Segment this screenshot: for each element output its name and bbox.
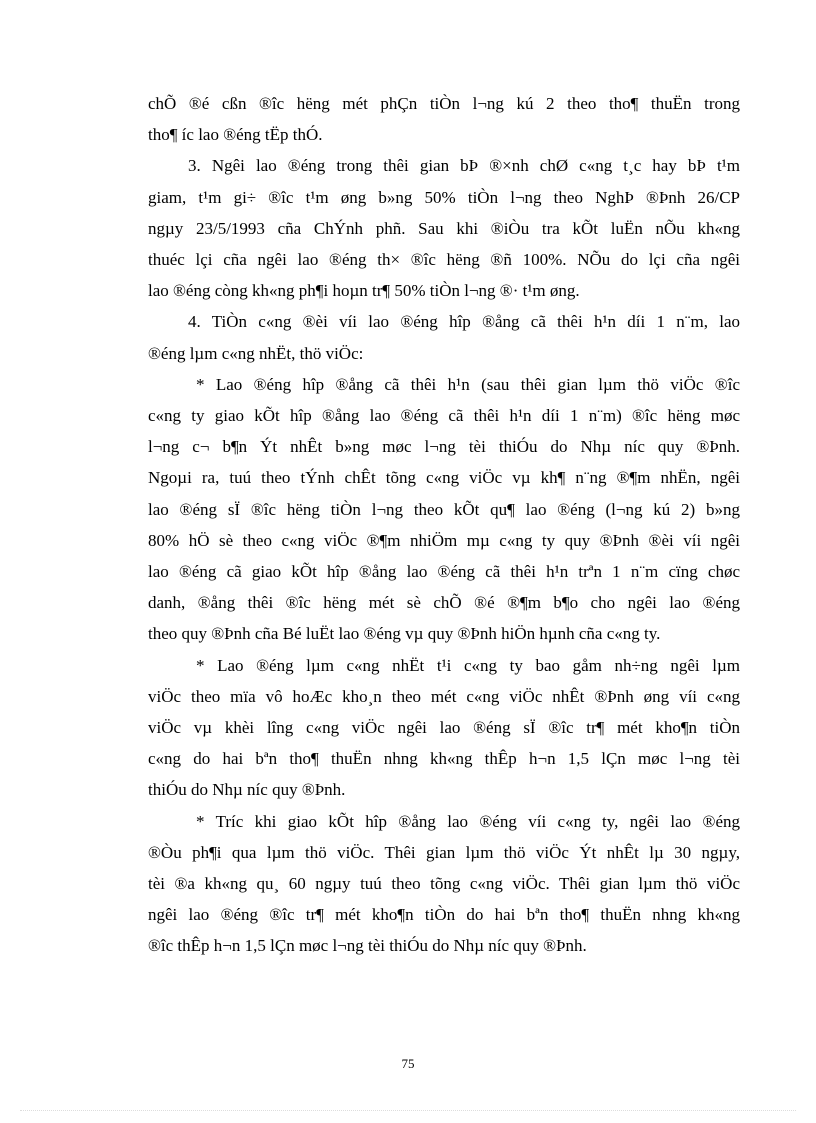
text-line: chÕ ®é cßn ®îc hëng mét phÇn tiÒn l¬ng kú 2 theo tho¶ thuËn trong <box>148 94 740 113</box>
text-line: ®îc thÊp h¬n 1,5 lÇn møc l¬ng tèi thiÓu do Nhµ níc quy ®Þnh. <box>148 936 587 956</box>
text-line: * Tríc khi giao kÕt hîp ®ång lao ®éng víi c«ng ty, ngêi lao ®éng <box>196 811 740 831</box>
text-line: c«ng ty giao kÕt hîp ®ång lao ®éng cã thêi h¹n díi 1 n¨m) ®îc hëng møc <box>148 406 740 426</box>
paragraph-bullet-probation <box>148 806 740 962</box>
text-line: Ngoµi ra, tuú theo tÝnh chÊt tõng c«ng viÖc vµ kh¶ n¨ng ®¶m nhËn, ngêi <box>148 468 740 488</box>
text-line: tèi ®a kh«ng qu¸ 60 ngµy tuú theo tõng c«ng viÖc. Thêi gian lµm thö viÖc <box>148 874 740 894</box>
text-line: viÖc theo mïa vô hoÆc kho¸n theo mét c«ng viÖc nhÊt ®Þnh øng víi c«ng <box>148 686 740 706</box>
text-line: lao ®éng cã giao kÕt hîp ®ång lao ®éng cã thêi h¹n trªn 1 n¨m cïng chøc <box>148 562 740 582</box>
text-line: lao ®éng sÏ ®îc hëng tiÒn l¬ng theo kÕt qu¶ lao ®éng (l¬ng kú 2) b»ng <box>148 499 740 519</box>
text-line: c«ng do hai bªn tho¶ thuËn nhng kh«ng thÊp h¬n 1,5 lÇn møc l¬ng tèi <box>148 749 740 769</box>
text-line: thiÓu do Nhµ níc quy ®Þnh. <box>148 780 346 800</box>
paragraph-item-3 <box>148 150 740 306</box>
text-line: tho¶ íc lao ®éng tËp thÓ. <box>148 125 323 145</box>
text-line: ngµy 23/5/1993 cña ChÝnh phñ. Sau khi ®iÒu tra kÕt luËn nÕu kh«ng <box>148 218 740 238</box>
page-bottom-divider <box>20 1110 796 1111</box>
text-line: * Lao ®éng hîp ®ång cã thêi h¹n (sau thêi gian lµm thö viÖc ®îc <box>196 374 740 394</box>
page-number: 75 <box>401 1056 415 1071</box>
text-line: 80% hÖ sè theo c«ng viÖc ®¶m nhiÖm mµ c«ng ty quy ®Þnh ®èi víi ngêi <box>148 530 740 550</box>
text-line: theo quy ®Þnh cña Bé luËt lao ®éng vµ quy ®Þnh hiÖn hµnh cña c«ng ty. <box>148 624 661 644</box>
text-line: danh, ®ång thêi ®îc hëng mét sè chÕ ®é ®¶m b¶o cho ngêi lao ®éng <box>148 593 740 613</box>
paragraph-bullet-daily-workers <box>148 650 740 806</box>
text-line: l¬ng c¬ b¶n Ýt nhÊt b»ng møc l¬ng tèi thiÓu do Nhµ níc quy ®Þnh. <box>148 437 740 457</box>
paragraph-continuation <box>148 88 740 150</box>
text-line: ®Òu ph¶i qua lµm thö viÖc. Thêi gian lµm thö viÖc Ýt nhÊt lµ 30 ngµy, <box>148 842 740 862</box>
page-body <box>148 88 740 962</box>
text-line: ®éng lµm c«ng nhËt, thö viÖc: <box>148 343 364 363</box>
text-line: * Lao ®éng lµm c«ng nhËt t¹i c«ng ty bao gåm nh÷ng ngêi lµm <box>196 655 740 675</box>
text-line: 3. Ngêi lao ®éng trong thêi gian bÞ ®×nh chØ c«ng t¸c hay bÞ t¹m <box>188 156 740 176</box>
text-line: lao ®éng còng kh«ng ph¶i hoµn tr¶ 50% tiÒn l¬ng ®· t¹m øng. <box>148 281 580 301</box>
text-line: giam, t¹m gi÷ ®îc t¹m øng b»ng 50% tiÒn l¬ng theo NghÞ ®Þnh 26/CP <box>148 187 740 207</box>
text-line: thuéc lçi cña ngêi lao ®éng th× ®îc hëng ®ñ 100%. NÕu do lçi cña ngêi <box>148 250 740 270</box>
text-line: 4. TiÒn c«ng ®èi víi lao ®éng hîp ®ång cã thêi h¹n díi 1 n¨m, lao <box>188 312 740 332</box>
paragraph-item-4 <box>148 306 740 368</box>
text-line: viÖc vµ khèi lîng c«ng viÖc ngêi lao ®éng sÏ ®îc tr¶ mét kho¶n tiÒn <box>148 718 740 738</box>
paragraph-bullet-fixed-term <box>148 369 740 650</box>
text-line: ngêi lao ®éng ®îc tr¶ mét kho¶n tiÒn do hai bªn tho¶ thuËn nhng kh«ng <box>148 905 740 925</box>
